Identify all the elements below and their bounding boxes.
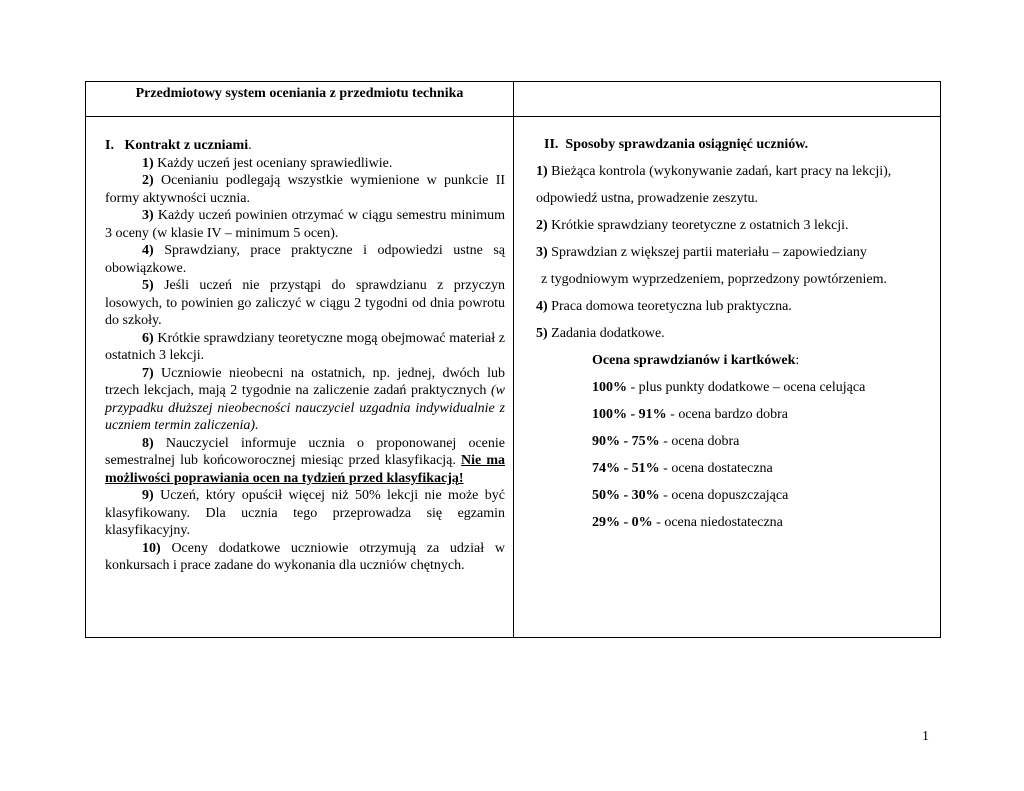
grade-desc: - ocena bardzo dobra (666, 407, 788, 422)
rule-text: Nauczyciel informuje ucznia o proponowanej ocenie semestralnej lub końcoworocznej miesiąc przed klasyfikacją. (105, 435, 505, 468)
method-item (536, 185, 934, 212)
method-item (536, 212, 934, 239)
grade-desc: - ocena niedostateczna (652, 515, 783, 530)
rule-number: 5) (142, 278, 154, 293)
page-number: 1 (922, 729, 929, 744)
grade-row (536, 482, 934, 509)
rule-number: 2) (142, 173, 154, 188)
grade-row (536, 374, 934, 401)
grade-range: 90% - 75% (592, 434, 660, 449)
rule-7 (105, 365, 505, 435)
grade-desc: - ocena dostateczna (659, 461, 773, 476)
methods-section (514, 117, 940, 536)
method-text: z tygodniowym wyprzedzeniem, poprzedzony powtórzeniem. (541, 272, 888, 287)
grade-range: 29% - 0% (592, 515, 653, 530)
section-2-roman: II. (544, 137, 559, 152)
method-item (536, 293, 934, 320)
contract-cell (86, 117, 514, 638)
method-text: Praca domowa teoretyczna lub praktyczna. (551, 299, 792, 314)
rule-number: 7) (142, 365, 154, 381)
rule-2 (105, 172, 505, 207)
section-1-heading (105, 137, 505, 155)
grade-row (536, 509, 934, 536)
method-text: Bieżąca kontrola (wykonywanie zadań, kart pracy na lekcji), (551, 164, 892, 179)
rule-8 (105, 435, 505, 488)
rule-number: 1) (142, 155, 154, 171)
grade-range: 50% - 30% (592, 488, 660, 503)
section-1-roman: I. (105, 138, 114, 153)
rule-number: 8) (142, 435, 154, 451)
method-number: 1) (536, 164, 548, 179)
rule-4 (105, 242, 505, 277)
rule-italic-note: (w przypadku dłuższej nieobecności nauczyciel uzgadnia indywidualnie z uczniem termin zaliczenia). (105, 383, 506, 433)
section-1-title-punct: . (248, 138, 252, 153)
methods-cell (514, 117, 941, 638)
rule-text: Oceny dodatkowe uczniowie otrzymują za udział w konkursach i prace zadane do wykonania dla uczniów chętnych. (105, 540, 505, 573)
rule-text: Każdy uczeń jest oceniany sprawiedliwie. (157, 155, 393, 171)
method-item (536, 266, 934, 293)
section-2-heading (536, 136, 934, 153)
method-text: odpowiedź ustna, prowadzenie zeszytu. (536, 191, 758, 206)
grading-scale-title: Ocena sprawdzianów i kartkówek (592, 353, 796, 368)
method-item (536, 158, 934, 185)
method-text: Zadania dodatkowe. (551, 326, 665, 341)
header-cell-right (514, 82, 941, 117)
section-1-title: Kontrakt z uczniami (124, 138, 249, 153)
rule-9 (105, 487, 505, 540)
rule-5 (105, 277, 505, 330)
rule-number: 4) (142, 243, 154, 258)
rule-text: Uczniowie nieobecni na ostatnich, np. jednej, dwóch lub trzech lekcjach, mają 2 tygodnie na zaliczenie zadań praktycznych (105, 365, 505, 398)
header-cell-left (86, 82, 514, 117)
content-row (86, 117, 941, 638)
method-item (536, 320, 934, 347)
method-text: Sprawdzian z większej partii materiału – zapowiedziany (551, 245, 867, 260)
rule-text: Sprawdziany, prace praktyczne i odpowiedzi ustne są obowiązkowe. (105, 243, 506, 276)
method-item (536, 239, 934, 266)
header-row (86, 82, 941, 117)
rule-text: Każdy uczeń powinien otrzymać w ciągu semestru minimum 3 oceny (w klasie IV – minimum 5 ocen). (105, 208, 505, 241)
rule-number: 10) (142, 540, 161, 556)
method-number: 2) (536, 218, 548, 233)
document-title: Przedmiotowy system oceniania z przedmiotu technika (135, 86, 464, 101)
rule-3 (105, 207, 505, 242)
section-2-title: Sposoby sprawdzania osiągnięć uczniów. (565, 137, 809, 152)
method-number: 3) (536, 245, 548, 260)
rule-text: Ocenianiu podlegają wszystkie wymienione w punkcie II formy aktywności ucznia. (105, 173, 506, 206)
rule-text: Jeśli uczeń nie przystąpi do sprawdzianu z przyczyn losowych, to powinien go zaliczyć w ciągu 2 tygodni od dnia powrotu do szkoły. (105, 278, 505, 328)
rule-number: 6) (142, 330, 154, 346)
grade-range: 74% - 51% (592, 461, 660, 476)
contract-section (86, 117, 513, 575)
rule-1 (105, 155, 505, 173)
method-text: Krótkie sprawdziany teoretyczne z ostatnich 3 lekcji. (551, 218, 849, 233)
grade-range: 100% (592, 380, 627, 395)
grading-scale-heading (536, 347, 934, 374)
grade-row (536, 455, 934, 482)
rule-number: 9) (142, 488, 154, 503)
grade-range: 100% - 91% (592, 407, 667, 422)
grade-row (536, 401, 934, 428)
grade-row (536, 428, 934, 455)
grade-desc: - ocena dobra (659, 434, 740, 449)
rule-text: Uczeń, który opuścił więcej niż 50% lekcji nie może być klasyfikowany. Dla ucznia tego przeprowadza się egzamin klasyfikacyjny. (105, 488, 505, 538)
grade-desc: - ocena dopuszczająca (659, 488, 789, 503)
method-number: 4) (536, 299, 548, 314)
rule-6 (105, 330, 505, 365)
grading-scale-punct: : (795, 353, 800, 368)
rule-text: Krótkie sprawdziany teoretyczne mogą obejmować materiał z ostatnich 3 lekcji. (105, 330, 505, 363)
grade-desc: - plus punkty dodatkowe – ocena celująca (627, 380, 866, 395)
rule-10 (105, 540, 505, 575)
rule-number: 3) (142, 208, 154, 223)
grading-table (85, 81, 941, 638)
method-number: 5) (536, 326, 548, 341)
rule-underlined-warning: Nie ma możliwości poprawiania ocen na tydzień przed klasyfikacją! (105, 453, 505, 486)
